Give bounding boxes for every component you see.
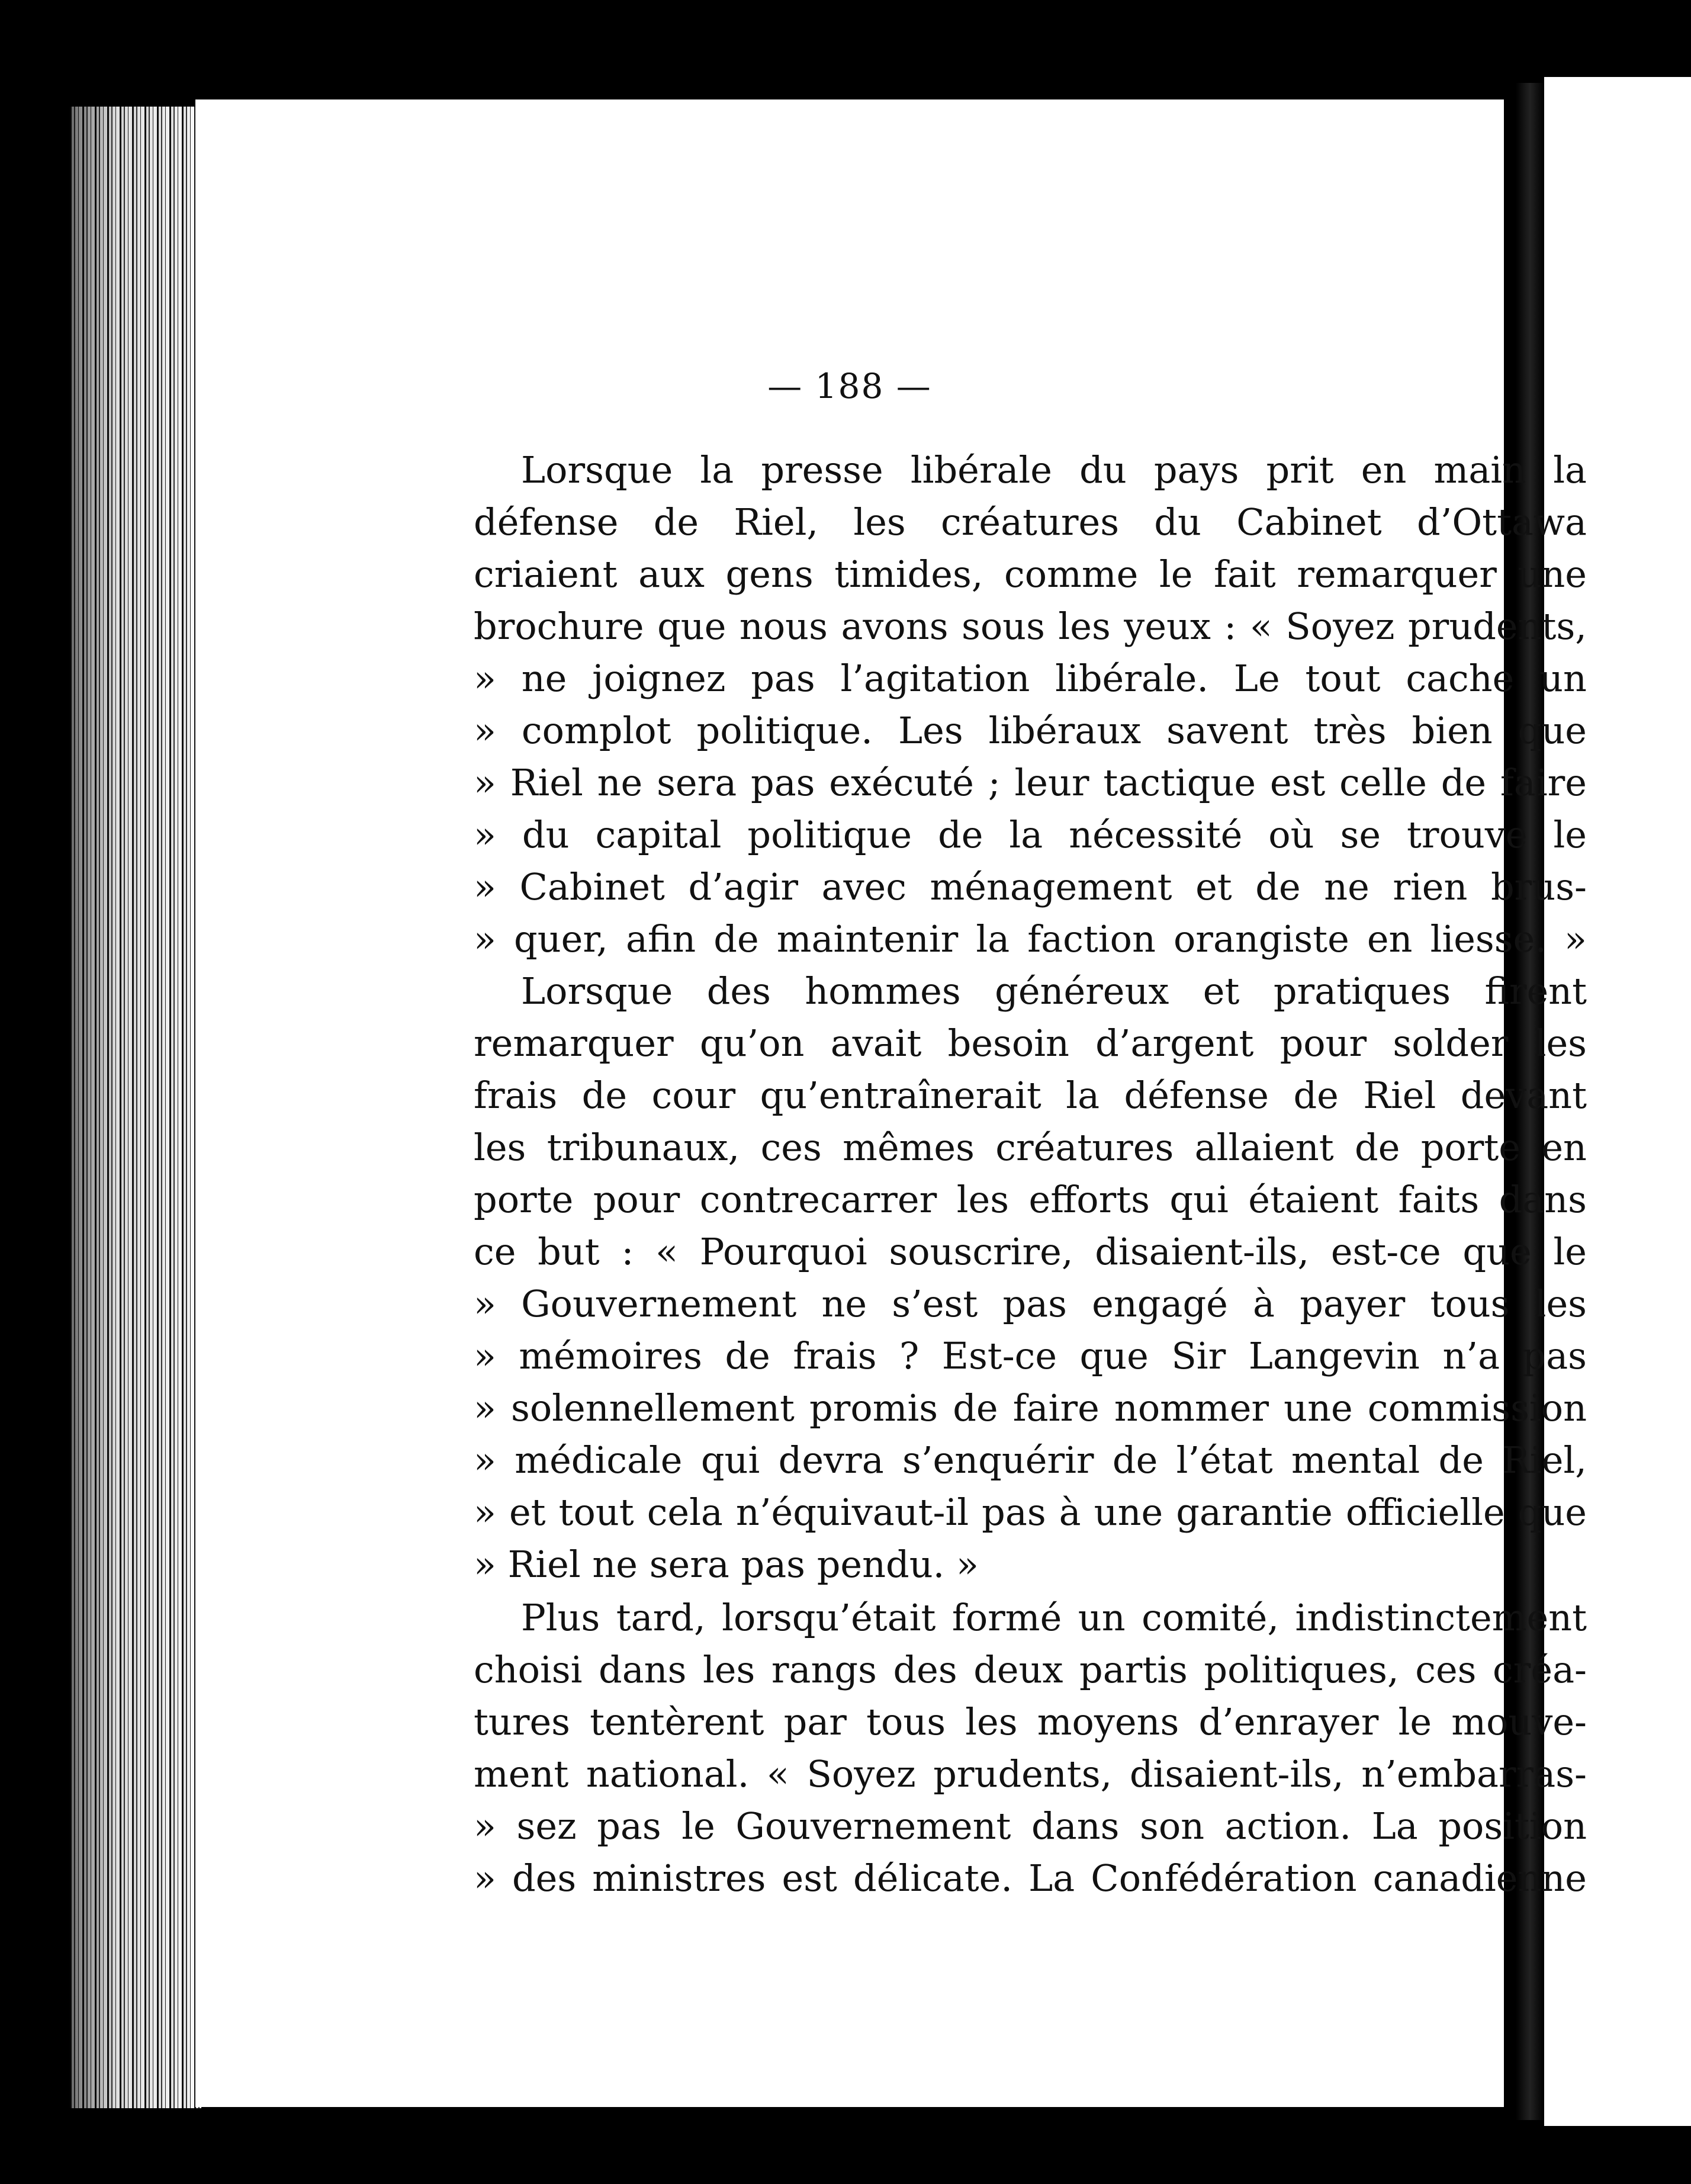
- text-line: » des ministres est délicate. La Confédération canadienne: [474, 1857, 1587, 1900]
- text-line: Plus tard, lorsqu’était formé un comité, indistinctement: [521, 1596, 1587, 1639]
- text-line: ment national. « Soyez prudents, disaient-ils, n’embarras-: [474, 1752, 1587, 1796]
- text-line: porte pour contrecarrer les efforts qui étaient faits dans: [474, 1178, 1587, 1221]
- text-line: » solennellement promis de faire nommer une commission: [474, 1386, 1587, 1430]
- text-line: Lorsque la presse libérale du pays prit en main la: [521, 448, 1587, 492]
- text-line: » et tout cela n’équivaut-il pas à une garantie officielle que: [474, 1491, 1587, 1534]
- page-number: — 188 —: [767, 366, 932, 406]
- text-line: tures tentèrent par tous les moyens d’enrayer le mouve-: [474, 1700, 1587, 1743]
- text-line: Lorsque des hommes généreux et pratiques firent: [521, 969, 1587, 1013]
- text-line: » Cabinet d’agir avec ménagement et de ne rien brus-: [474, 865, 1587, 908]
- text-line: choisi dans les rangs des deux partis politiques, ces créa-: [474, 1648, 1587, 1691]
- text-line: remarquer qu’on avait besoin d’argent pour solder les: [474, 1022, 1587, 1065]
- book-page: [195, 99, 1587, 2107]
- text-line: défense de Riel, les créatures du Cabinet d’Ottawa: [474, 500, 1587, 544]
- book-page-edges: [70, 107, 201, 2108]
- text-line: » Riel ne sera pas exécuté ; leur tactique est celle de faire: [474, 761, 1587, 804]
- text-line: » du capital politique de la nécessité où se trouve le: [474, 813, 1587, 856]
- text-line: frais de cour qu’entraînerait la défense de Riel devant: [474, 1074, 1587, 1117]
- text-line: » Gouvernement ne s’est pas engagé à payer tous les: [474, 1282, 1587, 1325]
- text-line: brochure que nous avons sous les yeux : « Soyez prudents,: [474, 605, 1587, 648]
- text-line: » sez pas le Gouvernement dans son action. La position: [474, 1804, 1587, 1848]
- text-line: » Riel ne sera pas pendu. »: [474, 1543, 979, 1586]
- text-line: criaient aux gens timides, comme le fait remarquer une: [474, 553, 1587, 596]
- text-line: » médicale qui devra s’enquérir de l’état mental de Riel,: [474, 1438, 1587, 1482]
- text-line: ce but : « Pourquoi souscrire, disaient-ils, est-ce que le: [474, 1230, 1587, 1273]
- text-line: » ne joignez pas l’agitation libérale. Le tout cache un: [474, 657, 1587, 700]
- text-line: les tribunaux, ces mêmes créatures allaient de porte en: [474, 1126, 1587, 1169]
- text-line: » mémoires de frais ? Est-ce que Sir Langevin n’a pas: [474, 1334, 1587, 1377]
- text-line: » quer, afin de maintenir la faction orangiste en liesse. »: [474, 917, 1587, 961]
- text-line: » complot politique. Les libéraux savent très bien que: [474, 709, 1587, 752]
